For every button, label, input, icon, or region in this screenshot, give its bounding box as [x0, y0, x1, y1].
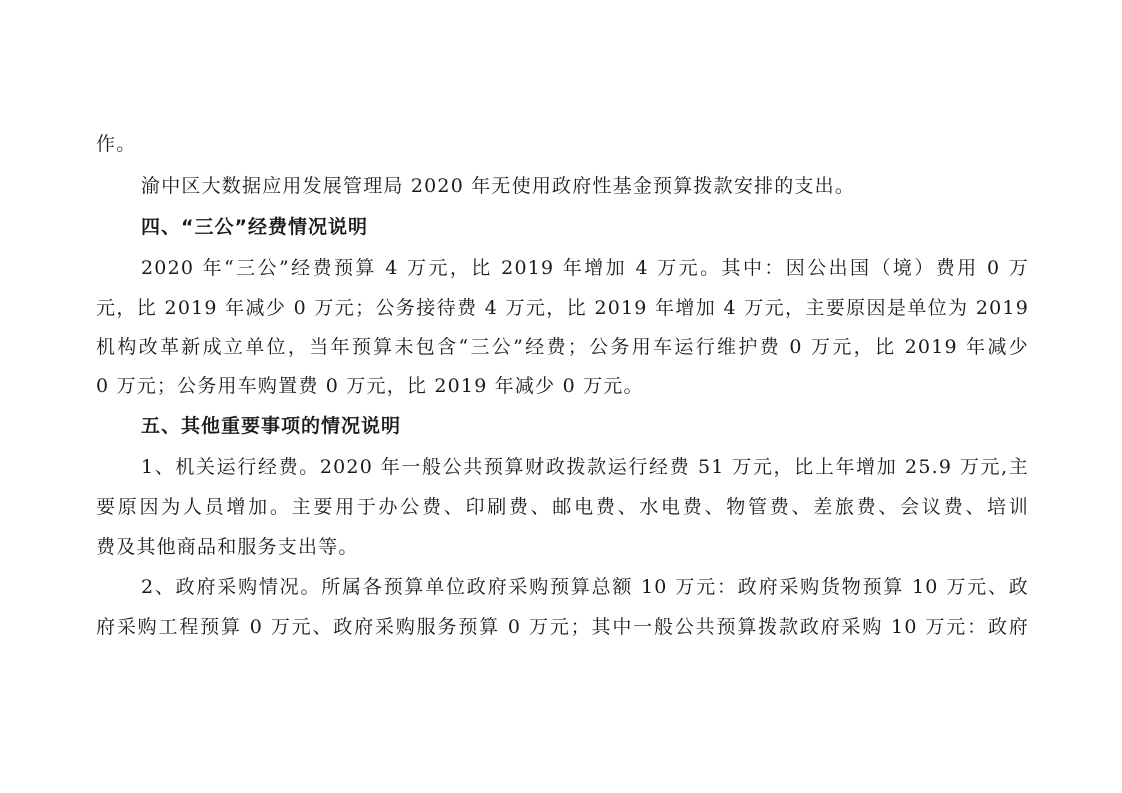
- paragraph-line: 2020 年“三公”经费预算 4 万元，比 2019 年增加 4 万元。其中：因公出国（境）费用 0 万: [141, 257, 1029, 279]
- paragraph-line: 作。: [96, 133, 137, 155]
- paragraph-line: 1、机关运行经费。2020 年一般公共预算财政拨款运行经费 51 万元，比上年增加 25.9 万元,主: [141, 456, 1029, 478]
- paragraph-line: 渝中区大数据应用发展管理局 2020 年无使用政府性基金预算拨款安排的支出。: [141, 175, 856, 197]
- paragraph-line: 机构改革新成立单位，当年预算未包含“三公”经费；公务用车运行维护费 0 万元，比 2019 年减少: [96, 336, 1029, 358]
- paragraph-line: 费及其他商品和服务支出等。: [96, 536, 359, 558]
- section-heading-other-matters: 五、其他重要事项的情况说明: [141, 415, 402, 437]
- paragraph-line: 0 万元；公务用车购置费 0 万元，比 2019 年减少 0 万元。: [96, 375, 644, 397]
- paragraph-line: 元，比 2019 年减少 0 万元；公务接待费 4 万元，比 2019 年增加 4 万元，主要原因是单位为 2019: [96, 297, 1029, 319]
- paragraph-line: 府采购工程预算 0 万元、政府采购服务预算 0 万元；其中一般公共预算拨款政府采购 10 万元：政府: [96, 616, 1029, 638]
- section-heading-three-public-expenses: 四、“三公”经费情况说明: [141, 216, 368, 238]
- paragraph-line: 2、政府采购情况。所属各预算单位政府采购预算总额 10 万元：政府采购货物预算 10 万元、政: [141, 576, 1029, 598]
- paragraph-line: 要原因为人员增加。主要用于办公费、印刷费、邮电费、水电费、物管费、差旅费、会议费、培训: [96, 496, 1029, 518]
